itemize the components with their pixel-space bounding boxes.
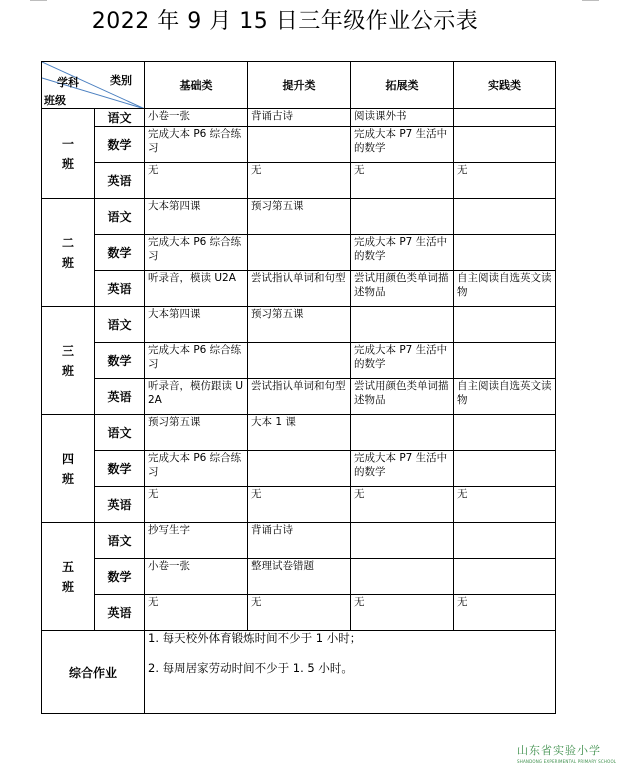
homework-cell: 完成大本 P7 生活中的数学 — [351, 451, 454, 487]
homework-cell: 背诵古诗 — [248, 523, 351, 559]
class-rows — [42, 109, 556, 631]
homework-cell: 大本第四课 — [145, 307, 248, 343]
subject-cell-english: 英语 — [95, 595, 145, 631]
homework-cell — [351, 199, 454, 235]
column-header-basic: 基础类 — [145, 62, 248, 109]
table-row — [42, 451, 556, 487]
homework-cell: 无 — [248, 487, 351, 523]
class-name-char: 五 — [61, 559, 74, 574]
class-name-char: 三 — [61, 343, 74, 358]
subject-cell-math: 数学 — [95, 235, 145, 271]
class-name-cell — [42, 523, 95, 631]
subject-cell-math: 数学 — [95, 343, 145, 379]
homework-cell: 听录音，模仿跟读 U2A — [145, 379, 248, 415]
homework-cell — [454, 307, 556, 343]
table-row — [42, 199, 556, 235]
table-row — [42, 415, 556, 451]
table-row — [42, 487, 556, 523]
page-title: 2022 年 9 月 15 日三年级作业公示表 — [91, 9, 479, 34]
table-header-row — [42, 62, 556, 109]
subject-cell-english: 英语 — [95, 379, 145, 415]
homework-cell: 自主阅读自选英文读物 — [454, 271, 556, 307]
homework-cell: 尝试指认单词和句型 — [248, 379, 351, 415]
homework-cell — [351, 307, 454, 343]
homework-cell — [248, 451, 351, 487]
subject-cell-chinese: 语文 — [95, 199, 145, 235]
homework-cell: 小卷一张 — [145, 109, 248, 127]
table-row — [42, 559, 556, 595]
summary-content — [145, 631, 556, 714]
homework-cell: 完成大本 P7 生活中的数学 — [351, 343, 454, 379]
class-name-char: 班 — [61, 471, 74, 486]
summary-label: 综合作业 — [42, 631, 145, 714]
subject-cell-chinese: 语文 — [95, 523, 145, 559]
table-row — [42, 127, 556, 163]
homework-cell: 无 — [145, 487, 248, 523]
homework-cell: 无 — [454, 163, 556, 199]
column-header-extend: 拓展类 — [351, 62, 454, 109]
class-name-char: 班 — [61, 255, 74, 270]
summary-row — [42, 631, 556, 714]
table-row — [42, 271, 556, 307]
class-name-char: 班 — [61, 579, 74, 594]
homework-cell — [454, 235, 556, 271]
homework-cell: 完成大本 P6 综合练习 — [145, 235, 248, 271]
homework-cell: 无 — [351, 487, 454, 523]
homework-cell: 小卷一张 — [145, 559, 248, 595]
homework-cell: 预习第五课 — [248, 307, 351, 343]
header-class-label: 班级 — [44, 94, 66, 107]
class-name-char: 二 — [61, 235, 74, 250]
homework-cell: 抄写生字 — [145, 523, 248, 559]
homework-cell: 尝试指认单词和句型 — [248, 271, 351, 307]
homework-cell: 预习第五课 — [145, 415, 248, 451]
homework-cell: 无 — [351, 595, 454, 631]
table-row — [42, 379, 556, 415]
homework-cell: 预习第五课 — [248, 199, 351, 235]
homework-cell: 完成大本 P6 综合练习 — [145, 343, 248, 379]
table-row — [42, 109, 556, 127]
homework-cell: 无 — [248, 595, 351, 631]
homework-cell: 整理试卷错题 — [248, 559, 351, 595]
class-name-cell — [42, 415, 95, 523]
class-name-cell — [42, 199, 95, 307]
school-logo — [517, 742, 625, 768]
homework-cell — [454, 199, 556, 235]
header-subject-label: 学科 — [57, 76, 79, 89]
subject-cell-chinese: 语文 — [95, 415, 145, 451]
homework-cell — [248, 127, 351, 163]
homework-cell: 完成大本 P6 综合练习 — [145, 451, 248, 487]
homework-cell: 尝试用颜色类单词描述物品 — [351, 271, 454, 307]
homework-cell: 大本 1 课 — [248, 415, 351, 451]
table-row — [42, 595, 556, 631]
column-header-practice: 实践类 — [454, 62, 556, 109]
homework-cell: 无 — [454, 595, 556, 631]
class-name-cell — [42, 307, 95, 415]
homework-cell — [351, 523, 454, 559]
homework-cell: 大本第四课 — [145, 199, 248, 235]
summary-line: 1. 每天校外体育锻炼时间不少于 1 小时； — [148, 631, 362, 645]
class-name-char: 四 — [61, 451, 74, 466]
homework-cell — [351, 415, 454, 451]
class-name-char: 一 — [61, 136, 74, 151]
homework-cell: 背诵古诗 — [248, 109, 351, 127]
subject-cell-english: 英语 — [95, 163, 145, 199]
homework-cell — [454, 451, 556, 487]
homework-cell — [454, 127, 556, 163]
homework-cell: 尝试用颜色类单词描述物品 — [351, 379, 454, 415]
homework-cell — [351, 559, 454, 595]
homework-cell: 阅读课外书 — [351, 109, 454, 127]
subject-cell-math: 数学 — [95, 127, 145, 163]
homework-cell — [454, 109, 556, 127]
header-category-label: 类别 — [110, 74, 132, 87]
school-logo-name: 山东省实验小学 — [517, 744, 601, 757]
summary-line: 2. 每周居家劳动时间不少于 1. 5 小时。 — [148, 661, 353, 675]
class-name-char: 班 — [61, 363, 74, 378]
homework-cell: 无 — [351, 163, 454, 199]
homework-cell — [454, 343, 556, 379]
homework-cell: 完成大本 P7 生活中的数学 — [351, 235, 454, 271]
class-name-cell — [42, 109, 95, 199]
homework-table — [41, 61, 556, 714]
homework-cell — [248, 343, 351, 379]
homework-cell: 听录音，模读 U2A — [145, 271, 248, 307]
homework-cell: 自主阅读自选英文读物 — [454, 379, 556, 415]
table-row — [42, 343, 556, 379]
table-row — [42, 235, 556, 271]
homework-cell: 完成大本 P7 生活中的数学 — [351, 127, 454, 163]
homework-cell: 无 — [454, 487, 556, 523]
homework-cell: 无 — [145, 163, 248, 199]
homework-cell — [454, 559, 556, 595]
table-row — [42, 307, 556, 343]
column-header-improve: 提升类 — [248, 62, 351, 109]
homework-cell: 无 — [145, 595, 248, 631]
table-row — [42, 163, 556, 199]
diagonal-header-cell — [42, 62, 145, 109]
homework-cell — [248, 235, 351, 271]
homework-cell: 无 — [248, 163, 351, 199]
subject-cell-english: 英语 — [95, 487, 145, 523]
school-logo-english: SHANDONG EXPERIMENTAL PRIMARY SCHOOL — [517, 759, 617, 764]
homework-cell — [454, 415, 556, 451]
page-edge-mark-left — [30, 0, 47, 1]
class-name-char: 班 — [61, 156, 74, 171]
subject-cell-chinese: 语文 — [95, 307, 145, 343]
table-row — [42, 523, 556, 559]
subject-cell-chinese: 语文 — [95, 109, 145, 127]
subject-cell-math: 数学 — [95, 559, 145, 595]
homework-cell: 完成大本 P6 综合练习 — [145, 127, 248, 163]
subject-cell-english: 英语 — [95, 271, 145, 307]
homework-cell — [454, 523, 556, 559]
page-edge-mark-right — [582, 0, 599, 1]
subject-cell-math: 数学 — [95, 451, 145, 487]
